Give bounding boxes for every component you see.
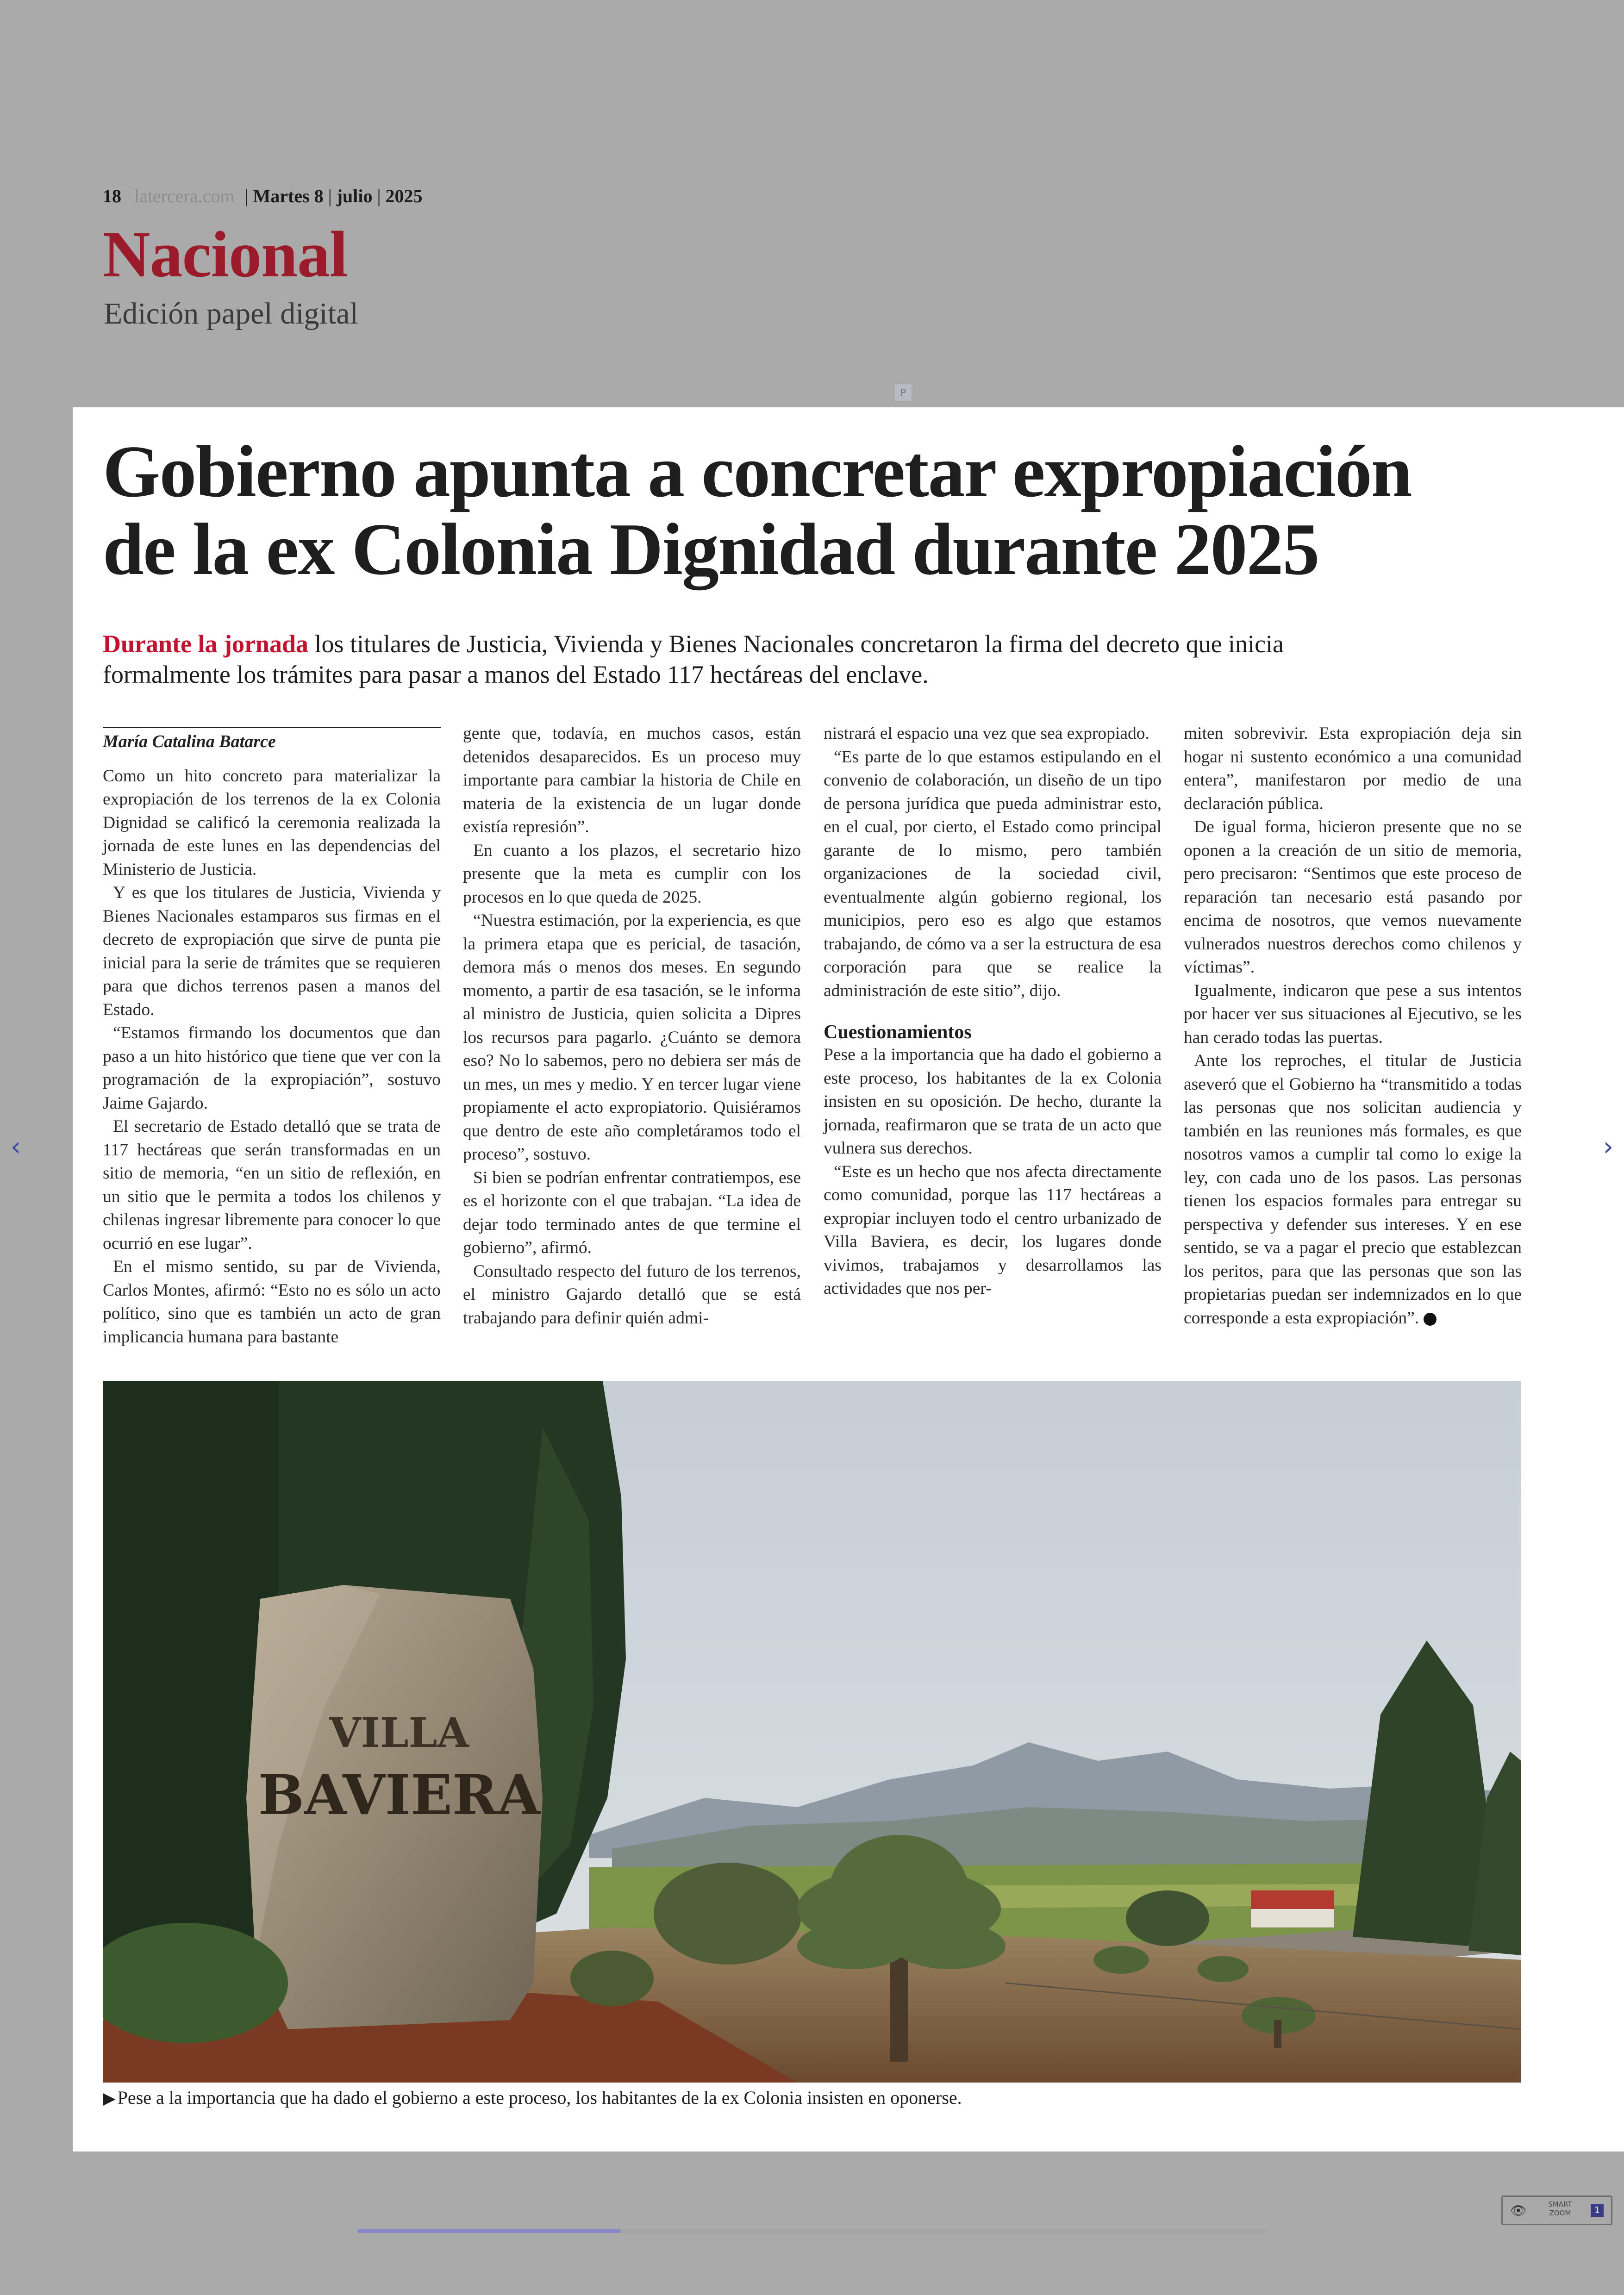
paragraph: En el mismo sentido, su par de Vivienda, Carlos Montes, afirmó: “Esto no es sólo un acto político, sino que es también un acto de gran implicancia humana para bastante: [103, 1257, 441, 1347]
divider: |: [244, 186, 249, 206]
next-page-button[interactable]: [1599, 1133, 1618, 1161]
paragraph: miten sobrevivir. Esta expropiación deja sin hogar ni sustento económico a una comunidad entera”, manifestaron por medio de una declaración pública.: [1184, 724, 1522, 813]
paragraph: Consultado respecto del futuro de los terrenos, el ministro Gajardo detalló que se está trabajando para definir quién admi-: [463, 1261, 801, 1328]
chevron-right-icon: ›: [1603, 1132, 1614, 1162]
photo-caption: [103, 2087, 1521, 2108]
paragraph: Pese a la importancia que ha dado el gobierno a este proceso, los habitantes de la ex Colonia insisten en su oposición. De hecho, durante la jornada, reafirmaron que se trata de un acto que vulnera sus derechos.: [824, 1045, 1162, 1158]
text-column-3: [824, 722, 1162, 1301]
smart-zoom-label-line: ZOOM: [1549, 2209, 1571, 2217]
text-column-1: [103, 727, 441, 1349]
text-column-4: [1184, 722, 1522, 1330]
paragraph: Si bien se podrían enfrentar contratiempos, ese es el horizonte con el que trabajan. “La idea de dejar todo terminado antes de que termine el gobierno”, afirmó.: [463, 1168, 801, 1257]
deck-lead: Durante la jornada: [103, 630, 308, 658]
prev-page-button[interactable]: [6, 1133, 25, 1161]
page-progress-bar[interactable]: [357, 2229, 1266, 2233]
subheading: Cuestionamientos: [824, 1022, 972, 1043]
divider: |: [328, 186, 332, 206]
smart-zoom-badge: 1: [1591, 2204, 1604, 2217]
smart-zoom-button[interactable]: [1501, 2195, 1612, 2225]
paragraph: “Nuestra estimación, por la experiencia, es que la primera etapa que es pericial, de tasación, demora más o menos dos meses. En segundo momento, a partir de esa tasación, se le informa al ministro de Justicia, quien solicita a Dipres los recursos para pagarlo. ¿Cuánto se demora eso? No lo sabemos, pero no debiera ser más de un mes, un mes y medio. Y en tercer lugar viene propiamente el acto expropiatorio. Quisiéramos que dentro de este año completáramos todo el proceso”, sostuvo.: [463, 911, 801, 1164]
sign-text-line2: BAVIERA: [258, 1763, 540, 1827]
section-title: Nacional: [103, 218, 348, 291]
paragraph: gente que, todavía, en muchos casos, están detenidos desaparecidos. Es un proceso muy importante para cambiar la historia de Chile en materia de la existencia de un lugar donde existía represión”.: [463, 724, 801, 836]
edition-subtitle: Edición papel digital: [104, 297, 358, 331]
paragraph: De igual forma, hicieron presente que no se oponen a la creación de un sitio de memoria, pero precisaron: “Sentimos que este proceso de reparación tan necesario está pasando por encima de nosotros, que vemos nuevamente vulnerados nuestros derechos como chilenos y víctimas”.: [1184, 817, 1522, 977]
article-photo: [103, 1381, 1521, 2083]
headline-line: de la ex Colonia Dignidad durante 2025: [103, 508, 1319, 590]
caption-arrow-icon: ▶: [103, 2089, 116, 2108]
date-month: julio: [336, 186, 373, 206]
article-page: [73, 407, 1624, 2152]
photo-illustration: [103, 1381, 1521, 2083]
paragraph: “Este es un hecho que nos afecta directamente como comunidad, porque las 117 hectáreas a expropiar incluyen todo el centro urbanizado de Villa Baviera, es decir, los lugares donde vivimos, trabajamos y desarrollamos las actividades que nos per-: [824, 1162, 1162, 1298]
chevron-left-icon: ‹: [10, 1132, 21, 1162]
page-marker[interactable]: P: [895, 384, 912, 401]
progress-fill: [357, 2229, 621, 2233]
deck-text: los titulares de Justicia, Vivienda y Bienes Nacionales concretaron la firma del decreto que inicia formalmente los trámites para pasar a manos del Estado 117 hectáreas del enclave.: [103, 630, 1284, 688]
end-of-article-icon: [1424, 1313, 1437, 1326]
byline: María Catalina Batarce: [103, 727, 441, 754]
paragraph: Igualmente, indicaron que pese a sus intentos por hacer ver sus situaciones al Ejecutivo, se les han cerado todas las puertas.: [1184, 981, 1522, 1047]
paragraph: “Estamos firmando los documentos que dan paso a un hito histórico que tiene que ver con la programación de la expropiación”, sostuvo Jaime Gajardo.: [103, 1023, 441, 1113]
article-deck: [103, 629, 1353, 690]
paragraph: “Es parte de lo que estamos estipulando en el convenio de colaboración, un diseño de un tipo de persona jurídica que pueda administrar esto, en el cual, por cierto, el Estado como principal garante de lo mismo, pero también organizaciones de la sociedad civil, eventualmente algún gobierno regional, los municipios, pero eso es algo que estamos trabajando, de cómo va a ser la estructura de esa corporación para que se realice la administración de este sitio”, dijo.: [824, 747, 1162, 1000]
folio-line: [103, 185, 423, 207]
caption-text: Pese a la importancia que ha dado el gobierno a este proceso, los habitantes de la ex Colonia insisten en oponerse.: [117, 2087, 962, 2108]
paragraph: nistrará el espacio una vez que sea expropiado.: [824, 724, 1149, 743]
date-day: Martes 8: [253, 186, 324, 206]
paragraph: [1184, 1049, 1522, 1330]
sign-text-line1: VILLA: [329, 1709, 469, 1757]
paragraph: El secretario de Estado detalló que se trata de 117 hectáreas que serán transformadas en un sitio de memoria, “en un sitio de reflexión, en un sitio que le permita a todos los chilenos y chilenas ingresar libremente para conocer lo que ocurrió en ese lugar”.: [103, 1117, 441, 1253]
paragraph-text: Ante los reproches, el titular de Justicia aseveró que el Gobierno ha “transmitido a todas las personas que nos solicitan audiencia y también en las reuniones más formales, es que nosotros vamos a cumplir tal como lo exige la ley, con cada uno de los pasos. Las personas tienen los espacios formales para entregar su perspectiva y defender sus intereses. Y en ese sentido, se va a pagar el precio que establezcan los peritos, para que las personas que son las propietarias puedan ser indemnizados en lo que corresponde a esta expropiación”.: [1184, 1051, 1522, 1328]
paragraph: Y es que los titulares de Justicia, Vivienda y Bienes Nacionales estamparos sus firmas en el decreto de expropiación que sirve de punta pie inicial para la serie de trámites que se requieren para que dichos terrenos pasen a manos del Estado.: [103, 883, 441, 1019]
smart-zoom-label: [1542, 2200, 1579, 2218]
headline-line: Gobierno apunta a concretar expropiación: [103, 430, 1412, 512]
smart-zoom-label-line: SMART: [1548, 2200, 1572, 2208]
paragraph: En cuanto a los plazos, el secretario hizo presente que la meta es cumplir con los procesos en lo que queda de 2025.: [463, 841, 801, 907]
date-year: 2025: [385, 186, 423, 206]
eye-icon: 👁: [1510, 2203, 1527, 2218]
divider: |: [377, 186, 381, 206]
text-column-2: [463, 722, 801, 1330]
paragraph: Como un hito concreto para materializar la expropiación de los terrenos de la ex Colonia Dignidad se calificó la ceremonia realizada la jornada de este lunes en las dependencias del Ministerio de Justicia.: [103, 766, 441, 879]
headline: [103, 432, 1593, 588]
site-name: latercera.com: [134, 186, 235, 206]
page-number: 18: [103, 186, 121, 206]
